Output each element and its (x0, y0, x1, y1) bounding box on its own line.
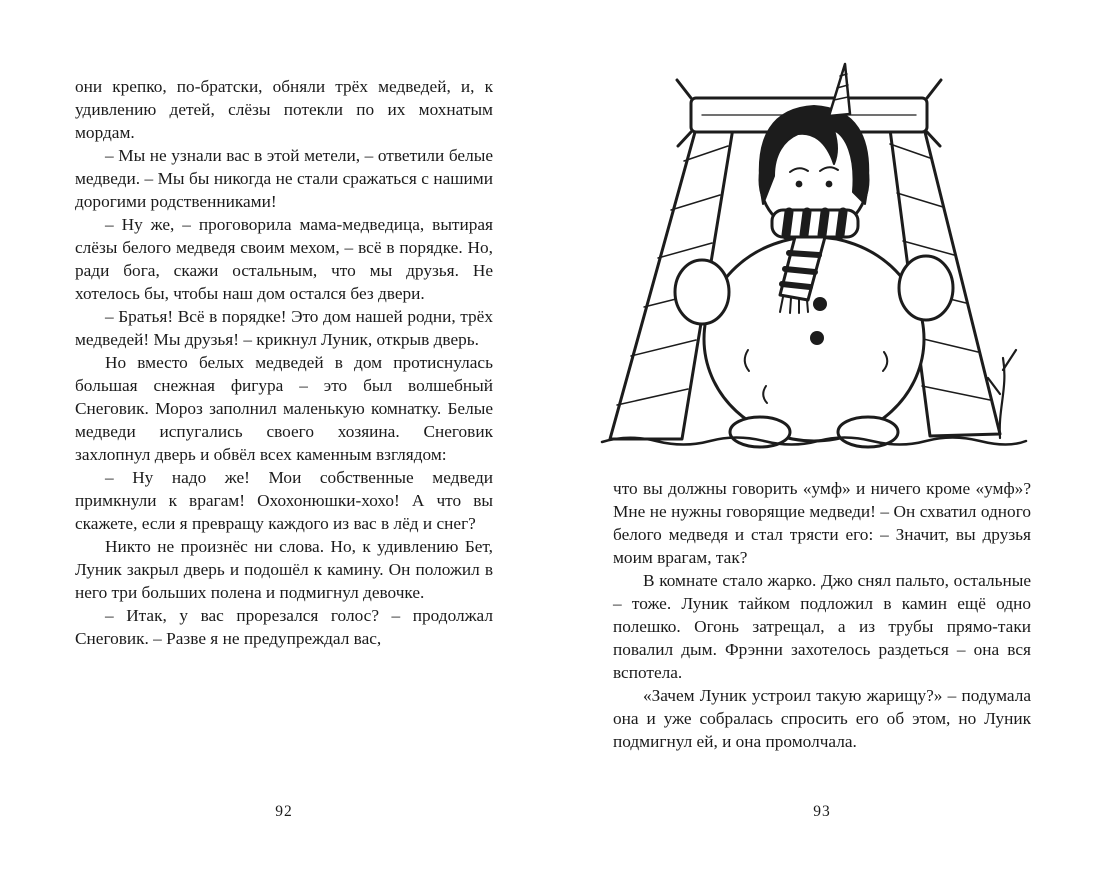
snowman-horn (829, 64, 850, 116)
snowman-illustration (598, 52, 1030, 460)
page-number-right: 93 (813, 803, 831, 820)
right-page-text-column (613, 477, 1031, 753)
paragraph: – Братья! Всё в порядке! Это дом нашей родни, трёх медведей! Мы друзья! – крикнул Луник, открыв дверь. (75, 307, 493, 349)
snowman-drawing (598, 52, 1030, 460)
paragraph: Но вместо белых медведей в дом протиснулась большая снежная фигура – это был волшебный Снеговик. Мороз заполнил маленькую комнатку. Белые медведи испугались своего хозяина. Снеговик захлопнул дверь и обвёл всех каменным взглядом: (75, 353, 493, 464)
page-number-left: 92 (275, 803, 293, 820)
snowman-button (813, 297, 827, 311)
paragraph: Никто не произнёс ни слова. Но, к удивлению Бет, Луник закрыл дверь и подошёл к камину. Он положил в него три больших полена и подмигнул девочке. (75, 537, 493, 602)
paragraph: – Мы не узнали вас в этой метели, – ответили белые медведи. – Мы бы никогда не стали сражаться с нашими дорогими родственниками! (75, 146, 493, 211)
left-page-text-column (75, 75, 493, 650)
snowman-button (810, 331, 824, 345)
paragraph: «Зачем Луник устроил такую жарищу?» – подумала она и уже собралась спросить его об этом, но Луник подмигнул ей, и она промолчала. (613, 686, 1031, 751)
paragraph: они крепко, по-братски, обняли трёх медведей, и, к удивлению детей, слёзы потекли по их мохнатым мордам. (75, 77, 493, 142)
paragraph: – Ну надо же! Мои собственные медведи примкнули к врагам! Охохонюшки-хохо! А что вы скажете, если я превращу каждого из вас в лёд и снег? (75, 468, 493, 533)
paragraph: – Итак, у вас прорезался голос? – продолжал Снеговик. – Разве я не предупреждал вас, (75, 606, 493, 648)
paragraph: что вы должны говорить «умф» и ничего кроме «умф»? Мне не нужны говорящие медведи! – Он схватил одного белого медведя и стал трясти его: – Значит, вы друзья моим врагам, так? (613, 479, 1031, 567)
paragraph: В комнате стало жарко. Джо снял пальто, остальные – тоже. Луник тайком подложил в камин ещё одно полешко. Огонь затрещал, а из трубы прямо-таки повалил дым. Фрэнни захотелось раздеться – она вся вспотела. (613, 571, 1031, 682)
paragraph: – Ну же, – проговорила мама-медведица, вытирая слёзы белого медведя своим мехом, – всё в порядке. Но, ради бога, скажи остальным, что мы друзья. Не хотелось бы, чтобы наш дом остался без двери. (75, 215, 493, 303)
